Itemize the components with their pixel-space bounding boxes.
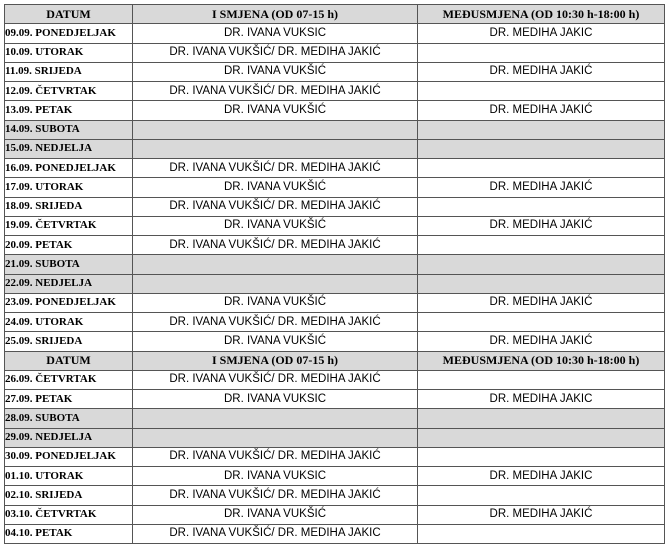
table-row (5, 293, 665, 312)
table-row (5, 467, 665, 486)
table-row (5, 197, 665, 216)
date-cell: 20.09. PETAK (5, 236, 133, 255)
date-cell: 01.10. UTORAK (5, 467, 133, 486)
header-date: DATUM (5, 5, 133, 24)
date-cell: 12.09. ČETVRTAK (5, 82, 133, 101)
date-cell: 14.09. SUBOTA (5, 120, 133, 139)
table-row (5, 178, 665, 197)
shift1-cell: DR. IVANA VUKŠIĆ (133, 505, 418, 524)
shift1-cell (133, 139, 418, 158)
shift1-cell: DR. IVANA VUKŠIĆ/ DR. MEDIHA JAKIC (133, 524, 418, 543)
date-cell: 23.09. PONEDJELJAK (5, 293, 133, 312)
shift2-cell (418, 197, 665, 216)
shift1-cell: DR. IVANA VUKŠIĆ/ DR. MEDIHA JAKIĆ (133, 447, 418, 466)
date-cell: 11.09. SRIJEDA (5, 62, 133, 81)
table-row (5, 390, 665, 409)
shift1-cell: DR. IVANA VUKŠIĆ/ DR. MEDIHA JAKIĆ (133, 370, 418, 389)
date-cell: 04.10. PETAK (5, 524, 133, 543)
table-row (5, 62, 665, 81)
date-cell: 15.09. NEDJELJA (5, 139, 133, 158)
table-row (5, 43, 665, 62)
table-row (5, 505, 665, 524)
shift1-cell: DR. IVANA VUKŠIĆ (133, 62, 418, 81)
shift2-cell (418, 524, 665, 543)
shift1-cell (133, 409, 418, 428)
shift2-cell (418, 236, 665, 255)
shift2-cell: DR. MEDIHA JAKIĆ (418, 332, 665, 351)
weekend-row (5, 428, 665, 447)
shift1-cell: DR. IVANA VUKŠIĆ/ DR. MEDIHA JAKIĆ (133, 82, 418, 101)
shift2-cell (418, 313, 665, 332)
date-cell: 28.09. SUBOTA (5, 409, 133, 428)
date-cell: 30.09. PONEDJELJAK (5, 447, 133, 466)
date-cell: 22.09. NEDJELJA (5, 274, 133, 293)
shift2-cell (418, 486, 665, 505)
shift1-cell (133, 274, 418, 293)
shift2-cell: DR. MEDIHA JAKIĆ (418, 101, 665, 120)
date-cell: 02.10. SRIJEDA (5, 486, 133, 505)
shift1-cell: DR. IVANA VUKŠIĆ (133, 178, 418, 197)
header-shift1: I SMJENA (OD 07-15 h) (133, 351, 418, 370)
weekend-row (5, 139, 665, 158)
table-row (5, 82, 665, 101)
date-cell: 03.10. ČETVRTAK (5, 505, 133, 524)
date-cell: 27.09. PETAK (5, 390, 133, 409)
shift2-cell: DR. MEDIHA JAKIĆ (418, 293, 665, 312)
table-row (5, 159, 665, 178)
date-cell: 18.09. SRIJEDA (5, 197, 133, 216)
date-cell: 17.09. UTORAK (5, 178, 133, 197)
shift2-cell: DR. MEDIHA JAKIĆ (418, 505, 665, 524)
date-cell: 25.09. SRIJEDA (5, 332, 133, 351)
weekend-row (5, 274, 665, 293)
date-cell: 16.09. PONEDJELJAK (5, 159, 133, 178)
header-row (5, 351, 665, 370)
shift2-cell (418, 447, 665, 466)
weekend-row (5, 120, 665, 139)
shift1-cell: DR. IVANA VUKSIC (133, 390, 418, 409)
shift2-cell (418, 159, 665, 178)
date-cell: 26.09. ČETVRTAK (5, 370, 133, 389)
shift1-cell: DR. IVANA VUKŠIĆ/ DR. MEDIHA JAKIĆ (133, 43, 418, 62)
shift1-cell: DR. IVANA VUKŠIĆ/ DR. MEDIHA JAKIĆ (133, 159, 418, 178)
shift1-cell: DR. IVANA VUKSIC (133, 467, 418, 486)
table-row (5, 486, 665, 505)
shift2-cell: DR. MEDIHA JAKIC (418, 24, 665, 43)
shift2-cell: DR. MEDIHA JAKIC (418, 467, 665, 486)
shift1-cell: DR. IVANA VUKSIC (133, 24, 418, 43)
weekend-row (5, 409, 665, 428)
shift2-cell: DR. MEDIHA JAKIĆ (418, 216, 665, 235)
shift2-cell: DR. MEDIHA JAKIC (418, 390, 665, 409)
table-row (5, 447, 665, 466)
shift2-cell (418, 274, 665, 293)
table-row (5, 216, 665, 235)
date-cell: 29.09. NEDJELJA (5, 428, 133, 447)
shift2-cell (418, 120, 665, 139)
shift2-cell: DR. MEDIHA JAKIĆ (418, 178, 665, 197)
shift1-cell: DR. IVANA VUKŠIĆ (133, 101, 418, 120)
date-cell: 13.09. PETAK (5, 101, 133, 120)
header-shift2: MEĐUSMJENA (OD 10:30 h-18:00 h) (418, 351, 665, 370)
schedule-table (4, 4, 665, 544)
shift2-cell (418, 255, 665, 274)
shift1-cell: DR. IVANA VUKŠIĆ (133, 332, 418, 351)
shift1-cell: DR. IVANA VUKŠIĆ (133, 293, 418, 312)
date-cell: 10.09. UTORAK (5, 43, 133, 62)
shift1-cell: DR. IVANA VUKŠIĆ (133, 216, 418, 235)
date-cell: 24.09. UTORAK (5, 313, 133, 332)
shift1-cell (133, 255, 418, 274)
shift1-cell: DR. IVANA VUKŠIĆ/ DR. MEDIHA JAKIĆ (133, 236, 418, 255)
shift2-cell (418, 428, 665, 447)
table-row (5, 370, 665, 389)
header-row (5, 5, 665, 24)
date-cell: 09.09. PONEDJELJAK (5, 24, 133, 43)
table-row (5, 332, 665, 351)
shift2-cell (418, 370, 665, 389)
shift2-cell (418, 409, 665, 428)
shift2-cell: DR. MEDIHA JAKIĆ (418, 62, 665, 81)
shift2-cell (418, 43, 665, 62)
shift1-cell (133, 428, 418, 447)
header-shift1: I SMJENA (OD 07-15 h) (133, 5, 418, 24)
shift1-cell: DR. IVANA VUKŠIĆ/ DR. MEDIHA JAKIĆ (133, 313, 418, 332)
weekend-row (5, 255, 665, 274)
shift1-cell: DR. IVANA VUKŠIĆ/ DR. MEDIHA JAKIĆ (133, 486, 418, 505)
date-cell: 21.09. SUBOTA (5, 255, 133, 274)
table-row (5, 313, 665, 332)
table-row (5, 524, 665, 543)
header-date: DATUM (5, 351, 133, 370)
table-row (5, 236, 665, 255)
shift1-cell (133, 120, 418, 139)
shift2-cell (418, 82, 665, 101)
shift1-cell: DR. IVANA VUKŠIĆ/ DR. MEDIHA JAKIĆ (133, 197, 418, 216)
header-shift2: MEĐUSMJENA (OD 10:30 h-18:00 h) (418, 5, 665, 24)
shift2-cell (418, 139, 665, 158)
table-row (5, 101, 665, 120)
schedule-body (5, 5, 665, 544)
table-row (5, 24, 665, 43)
date-cell: 19.09. ČETVRTAK (5, 216, 133, 235)
